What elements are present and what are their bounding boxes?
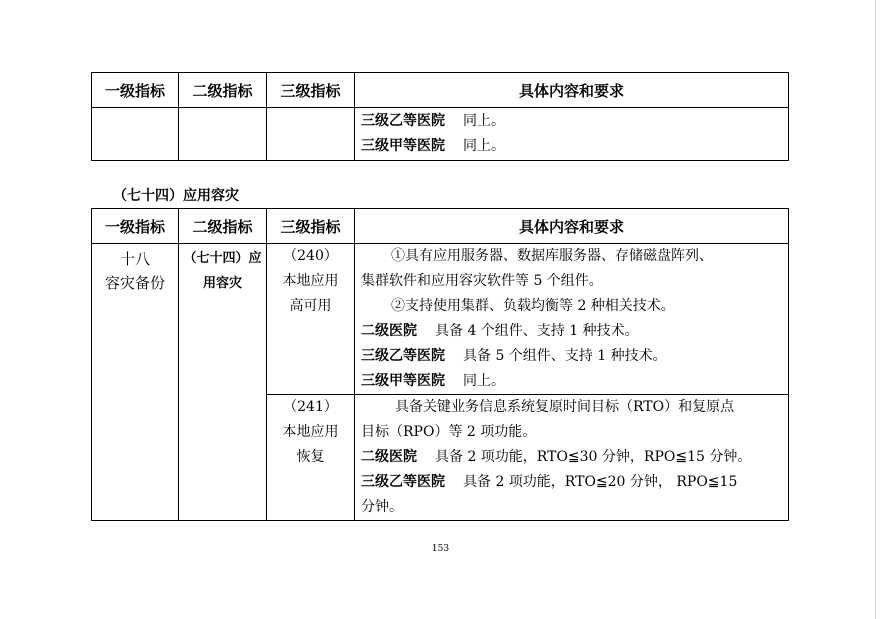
- requirement-text: ②支持使用集群、负载均衡等 2 种相关技术。: [391, 298, 675, 314]
- requirement-text: 集群软件和应用容灾软件等 5 个组件。: [361, 273, 603, 289]
- level-line: 三级乙等医院 具备 2 项功能，RTO≦20 分钟， RPO≦15: [361, 474, 738, 490]
- table-row: [92, 244, 789, 395]
- third-level-cell-240: [267, 244, 355, 395]
- header-first-level: 一级指标: [92, 209, 179, 244]
- level-line: 三级甲等医院 同上。: [361, 373, 505, 389]
- content-cell-240: [355, 244, 789, 395]
- second-level-label: （七十四）应用容灾: [183, 251, 262, 291]
- header-second-level: 二级指标: [179, 73, 267, 108]
- header-second-level: 二级指标: [179, 209, 267, 244]
- header-third-level: 三级指标: [267, 73, 355, 108]
- table-row: [92, 108, 789, 161]
- level-line: 二级医院 具备 4 个组件、支持 1 种技术。: [361, 323, 639, 339]
- page-edge: [875, 0, 876, 619]
- cell-empty: [179, 108, 267, 161]
- page-number: 153: [431, 544, 450, 554]
- header-third-level: 三级指标: [267, 209, 355, 244]
- requirement-text: 具备关键业务信息系统复原时间目标（RTO）和复原点: [395, 399, 735, 415]
- header-row: [92, 73, 789, 108]
- third-level-cell-241: [267, 395, 355, 521]
- section-title: （七十四）应用容灾: [113, 188, 239, 204]
- first-level-label: 十八 容灾备份: [104, 250, 165, 292]
- header-row: [92, 209, 789, 244]
- level-line: 二级医院 具备 2 项功能，RTO≦30 分钟，RPO≦15 分钟。: [361, 449, 752, 465]
- table-continued: [91, 72, 789, 161]
- level-line: 三级甲等医院 同上。: [361, 138, 505, 154]
- requirement-text: 目标（RPO）等 2 项功能。: [361, 424, 537, 440]
- first-level-cell: [92, 244, 179, 521]
- table-app-disaster-recovery: [91, 208, 789, 521]
- level-line: 三级乙等医院 具备 5 个组件、支持 1 种技术。: [361, 348, 667, 364]
- cell-empty: [267, 108, 355, 161]
- requirement-text: ①具有应用服务器、数据库服务器、存储磁盘阵列、: [391, 248, 713, 264]
- content-cell-241: [355, 395, 789, 521]
- cell-empty: [92, 108, 179, 161]
- cell-content: [355, 108, 789, 161]
- second-level-cell: [179, 244, 267, 521]
- header-first-level: 一级指标: [92, 73, 179, 108]
- requirement-text: 分钟。: [361, 499, 403, 515]
- level-line: 三级乙等医院 同上。: [361, 113, 505, 129]
- item-241-label: （241） 本地应用 恢复: [282, 399, 339, 465]
- header-content: 具体内容和要求: [355, 73, 789, 108]
- item-240-label: （240） 本地应用 高可用: [282, 248, 339, 314]
- header-content: 具体内容和要求: [355, 209, 789, 244]
